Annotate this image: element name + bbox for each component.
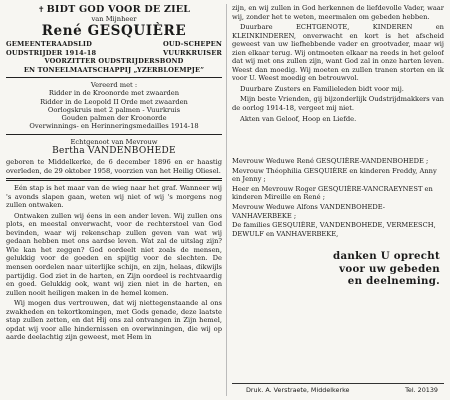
mourners-list [232, 157, 444, 238]
thanks-line: voor uw gebeden [339, 262, 440, 275]
divider [6, 77, 222, 78]
mourner-entry: De families GESQUIÈRE, VANDENBOHEDE, VERMEESCH, DEWULF en VANHAVERBEKE, [232, 221, 436, 238]
prose-paragraph: Duurbare ECHTGENOTE, KINDEREN en KLEINKINDEREN, onverwacht en kort is het afscheid geweest van uw liefhebbende vader en grootvader, maar wij zien elkaar terug. Wij ontmoeten elkaar na reeds in het geloof dat wij met ons zullen zijn, want God zal in onze harten leven. Weest dan moedig. Wij moeten en zullen tranen storten en ik voor U. Weest moedig en betrouwvol. [232, 23, 444, 83]
role-line-2: OUDSTRIJDER 1914-18 VUURKRUISER [6, 48, 222, 57]
honour-item: Overwinnings- en Herinneringsmedailles 1914-18 [29, 122, 199, 131]
thanks-line: en deelneming. [347, 275, 440, 288]
deceased-name: René GESQUIÈRE [41, 23, 187, 40]
prose-paragraph: Ontwaken zullen wij éens in een ander leven. Wij zullen ons plots, en meestal onverwacht, voor de rechterstoel van God bevinden, waar wij rekenschap zullen geven van wat wij gedaan hebben met ons aardse leven. Wat zal de uitslag zijn? Wie kan het zeggen? God oordeelt niet zoals de mensen, gelukkig voor de goeden en spijtig voor de slechten. De mensen oordelen naar uiterlijke schijn, en zijn, helaas, dikwijls partijdig. God ziet in de harten, en Zijn oordeel is rechtvaardig en goed. Gelukkig ook, want wij zien niet in de harten, en zullen nooit heiligen maken in de hemel komen. [6, 211, 222, 297]
mourner-entry: Heer en Mevrouw Roger GESQUIÈRE-VANCRAEYNEST en kinderen Mireille en René ; [232, 184, 433, 202]
mourner-entry: Mevrouw Weduwe Alfons VANDENBOHEDE-VANHAVERBEKE ; [232, 203, 385, 220]
van-mijnheer: van Mijnheer [91, 15, 137, 23]
role-line-4: EN TONEELMAATSCHAPPIJ „YZERBLOEMPJE” [23, 65, 205, 74]
column-divider [226, 4, 227, 396]
honour-item: Ridder in de Leopold II Orde met zwaarden [40, 97, 188, 106]
right-column [232, 4, 444, 396]
role-line-3: VOORZITTER OUDSTRIJDERSBOND [44, 57, 184, 66]
double-divider [6, 178, 222, 181]
right-prose [232, 4, 444, 123]
printer-footer [232, 383, 444, 394]
spouse-intro: Echtgenoot van Mevrouw [70, 137, 158, 146]
prose-paragraph: zijn, en wij zullen in God herkennen de liefdevolle Vader, waar wij, zonder het te weten, meermalen om gebeden hebben. [232, 4, 444, 21]
thanks-line: danken U oprecht [333, 250, 440, 263]
card-title: ✝ BIDT GOD VOOR DE ZIEL [37, 4, 191, 15]
spouse-name: Bertha VANDENBOHEDE [52, 146, 176, 156]
prose-paragraph: Wij mogen dus vertrouwen, dat wij niettegenstaande al ons zwakheden en tekortkomingen, met Gods genade, deze laatste stap zullen zetten, en dat Hij ons zal ontvangen in Zijn hemel, opdat wij voor alle hindernissen en overwinningen, die wij op aarde deelachtig zijn geweest, met Hem in [6, 299, 222, 342]
honour-item: Vereerd met : [90, 80, 138, 89]
mourner-entry: Mevrouw Weduwe René GESQUIÈRE-VANDENBOHEDE ; [232, 157, 429, 166]
honour-item: Ridder in de Kroonorde met zwaarden [48, 89, 180, 98]
left-column [6, 4, 222, 396]
printer-name: Druk. A. Verstraete, Middelkerke [246, 386, 350, 394]
birth-death-text: geboren te Middelkerke, de 6 december 1896 en er haastig overleden, de 29 oktober 1958, voorzien van het Heilig Oliesel. [6, 158, 222, 175]
prose-paragraph: Eén stap is het maar van de wieg naar het graf. Wanneer wij 's avonds slapen gaan, weten wij niet of wij 's morgens nog zullen ontwaken. [6, 184, 222, 210]
mourner-entry: Mevrouw Théophilia GESQUIÈRE en kinderen Freddy, Anny en Jenny ; [232, 166, 437, 184]
divider [6, 134, 222, 135]
honour-item: Gouden palmen der Kroonorde [61, 114, 167, 123]
role-line-1: GEMEENTERAADSLID OUD-SCHEPEN [6, 40, 222, 49]
cross-icon: ✝ [37, 5, 45, 14]
prose-paragraph: Duurbare Zusters en Familieleden bidt voor mij. [240, 84, 404, 93]
honour-item: Oorlogskruis met 2 palmen - Vuurkruis [47, 105, 181, 114]
left-prose [6, 184, 222, 342]
prose-paragraph: Akten van Geloof, Hoop en Liefde. [240, 114, 357, 123]
printer-phone: Tel. 20139 [405, 386, 438, 394]
prose-paragraph: Mijn beste Vrienden, gij bijzonderlijk Oudstrijdmakkers van de oorlog 1914-18, vergeet mij niet. [232, 95, 444, 113]
honours-list [6, 81, 222, 131]
thanks-text [232, 250, 444, 288]
